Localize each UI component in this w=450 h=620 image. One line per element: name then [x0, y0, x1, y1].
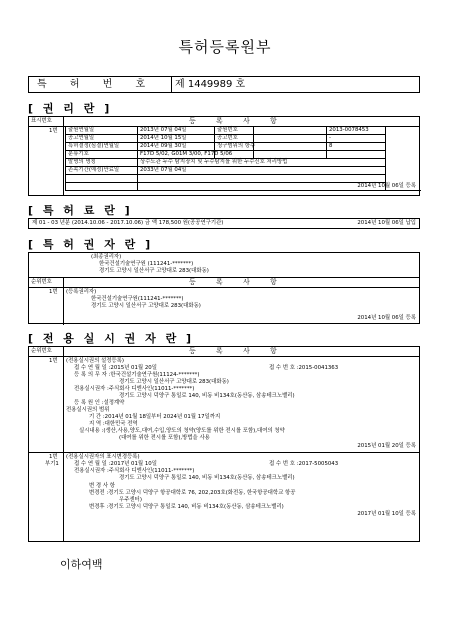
exclusive-entry1-line: 실시내용 :(생산,사용,양도,대여,수입,양도의 청약(양도를 위한 전시를 포함),대여의 청약 [79, 428, 285, 434]
rights-col-no: 표시번호 [31, 118, 52, 124]
owner-section-title: [ 특 허 권 자 란 ] [28, 238, 154, 251]
rights-no: 1번 [49, 128, 58, 134]
exclusive-entry1-line: 기 간 :2014년 01월 18일부터 2024년 01월 17일까지 [89, 414, 221, 420]
rights-value-3a: 2014년 09월 30일 [140, 143, 187, 149]
exclusive-entry2-receipt: 접 수 번 호 :2017-5005043 [269, 461, 339, 467]
rights-label-6: 존속기간(예정)만료일 [68, 167, 120, 173]
rights-value-2a: 2014년 10월 15일 [140, 135, 187, 141]
exclusive-entry1-receipt: 접 수 번 호 :2015-0041363 [269, 365, 339, 371]
exclusive-entry1-reg-date: 2015년 01월 20일 등록 [357, 443, 416, 449]
exclusive-entry1-line: 접 수 연 월 일 :2015년 01월 20일 [74, 365, 157, 371]
exclusive-entry1-line: 전용실시권의 범위 [66, 407, 110, 413]
exclusive-entry1-line: 지 역 :대한민국 전역 [89, 421, 138, 427]
patent-number-box [28, 76, 420, 93]
rights-label-1a: 출원연월일 [68, 127, 95, 133]
rights-value-1b: 2013-0078453 [329, 127, 369, 133]
end-of-record-note: 이하여백 [60, 558, 103, 571]
rights-value-4: F17D 5/02, G01M 3/00, F17D 5/06 [140, 151, 233, 157]
patent-number-label: 특 허 번 호 [29, 77, 172, 92]
rights-section-title: [ 권 리 란 ] [28, 102, 113, 115]
owner-col-no: 순위번호 [31, 279, 52, 285]
exclusive-table [28, 346, 420, 542]
rights-value-3b: 8 [329, 143, 333, 149]
rights-col-header: 등 록 사 항 [189, 117, 286, 125]
rights-reg-date: 2014년 10월 06일 등록 [357, 183, 416, 189]
owner-no: 1번 [49, 289, 58, 295]
fees-section-title: [ 특 허 료 란 ] [28, 204, 133, 217]
exclusive-entry1-line: (대여를 위한 전시를 포함),방법을 사용 [119, 435, 210, 441]
rights-value-2b: - [329, 135, 331, 141]
rights-value-1a: 2013년 07월 04일 [140, 127, 187, 133]
owner-address: 경기도 고양시 일산서구 고양대로 283(대화동) [91, 303, 201, 309]
exclusive-entry2-sub: 부기1 [45, 461, 59, 467]
exclusive-entry1-line: 경기도 고양시 일산서구 고양대로 283(대화동) [119, 379, 229, 385]
rights-label-1b: 출원번호 [217, 127, 238, 133]
owner-tag: (등록권리자) [66, 289, 97, 295]
rights-value-6: 2033년 07월 04일 [140, 167, 187, 173]
exclusive-entry1-line: 등 록 원 인 :설정계약 [74, 400, 125, 406]
fees-table [28, 218, 420, 229]
owner-final-tag: (최종권리자) [91, 254, 122, 260]
exclusive-entry2-reg-date: 2017년 01월 10일 등록 [357, 511, 416, 517]
owner-final-name: 한국건설기술연구원 (111241-*******) [99, 261, 194, 267]
owner-col-header: 등 록 사 항 [189, 278, 286, 286]
rights-label-2a: 공고연월일 [68, 135, 95, 141]
exclusive-entry1-line: 전용실시권자 :주식회사 디엔사인(11011-*******) [74, 386, 195, 392]
exclusive-entry2-line: 접 수 연 월 일 :2017년 01월 10일 [74, 461, 157, 467]
exclusive-entry2-no: 1번 [49, 454, 58, 460]
exclusive-entry2-line: 변경후 :경기도 고양시 덕양구 통일로 140, 비동 비134호(동산동, 삼송테크노밸리) [89, 504, 284, 510]
owner-name: 한국건설기술연구원(111241-*******) [91, 296, 184, 302]
rights-label-5: 발명의 명칭 [68, 159, 96, 165]
exclusive-entry1-no: 1번 [49, 358, 58, 364]
exclusive-col-header: 등 록 사 항 [189, 347, 286, 355]
owner-final-address: 경기도 고양시 일산서구 고양대로 283(대화동) [99, 268, 209, 274]
exclusive-entry1-tag: (전용실시권의 설정등록) [66, 358, 124, 364]
rights-label-3b: 청구범위의 항수 [217, 143, 256, 149]
exclusive-section-title: [ 전 용 실 시 권 자 란 ] [28, 332, 195, 345]
patent-number-value: 제 1449989 호 [175, 79, 246, 90]
exclusive-col-no: 순위번호 [31, 348, 52, 354]
fees-paid-date: 2014년 10월 06일 납입 [357, 220, 416, 226]
rights-label-4: 분류기호 [68, 151, 89, 157]
owner-reg-date: 2014년 10월 06일 등록 [357, 315, 416, 321]
exclusive-entry2-line: 전용실시권자 :주식회사 디엔사인(11011-*******) [74, 468, 195, 474]
exclusive-entry2-tag: (전용실시권자의 표시변경등록) [66, 454, 140, 460]
exclusive-entry1-line: 등 록 의 무 자 :한국건설기술연구원(11124-*******) [74, 372, 200, 378]
exclusive-entry1-line: 경기도 고양시 덕양구 통일로 140, 비동 비134호(동산동, 삼송테크노밸리) [119, 393, 295, 399]
rights-table [28, 116, 420, 196]
rights-label-2b: 공고번호 [217, 135, 238, 141]
document-title: 특허등록원부 [178, 38, 272, 56]
owner-table [28, 252, 420, 324]
rights-label-3a: 특허결정(심결)연월일 [68, 143, 120, 149]
exclusive-entry2-line: 경기도 고양시 덕양구 통일로 140, 비동 비134호(동산동, 삼송테크노밸리) [119, 475, 295, 481]
exclusive-entry2-line: 우주센터) [119, 497, 142, 503]
fees-line: 제 01 - 03 년분 (2014.10.06 - 2017.10.06) 금 액 178,500 원(공공연구기관) [32, 220, 224, 226]
exclusive-entry2-line: 변경전 :경기도 고양시 덕양구 항공대학로 76, 202,203호(화전동, 한국항공대학교 항공 [89, 490, 296, 496]
rights-value-5: 상수도관 누수 탐지장치 및 누수탐지를 위한 누수신호 처리방법 [140, 159, 288, 165]
exclusive-entry2-line: 변 경 사 항 [89, 483, 115, 489]
